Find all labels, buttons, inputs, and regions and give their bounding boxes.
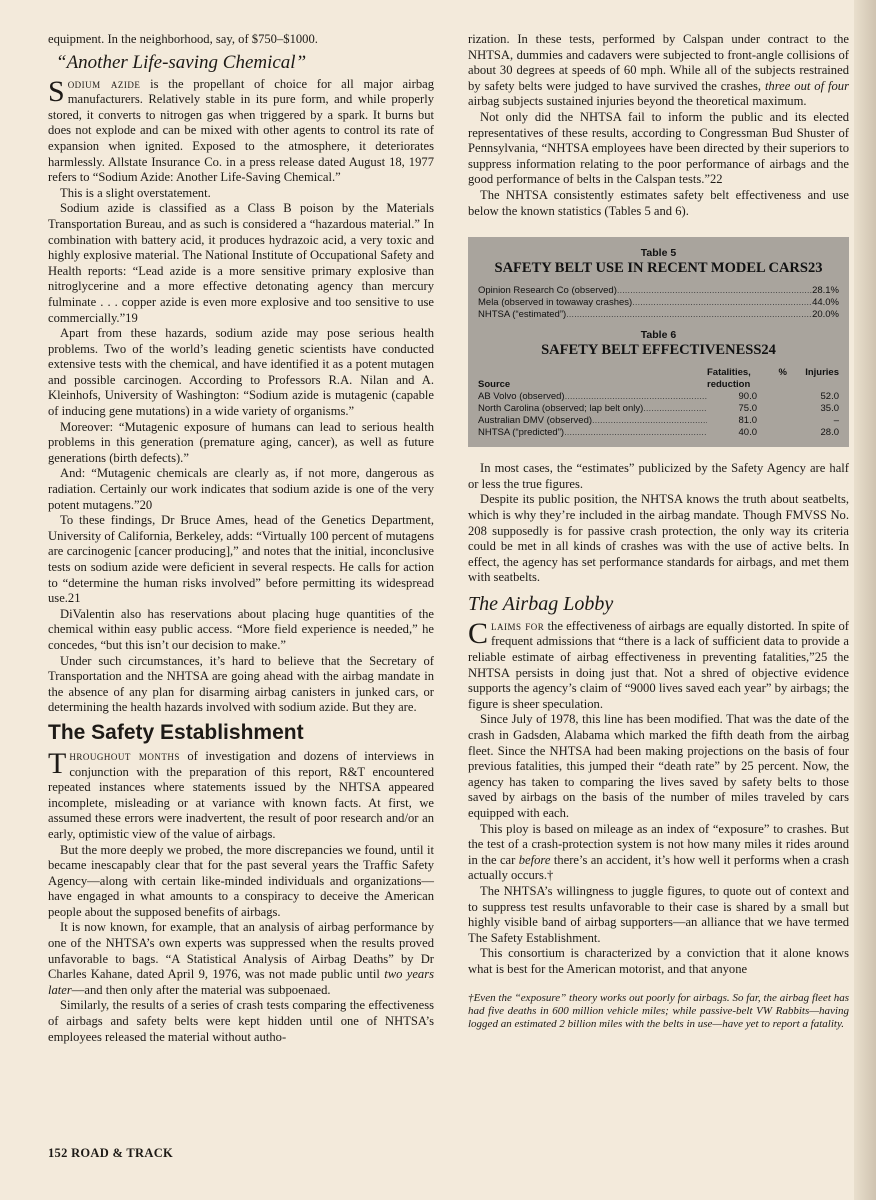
section-heading-safety-establishment: The Safety Establishment xyxy=(48,720,304,744)
paragraph: Moreover: “Mutagenic exposure of humans can lead to serious health problems in this generation (premature aging, cancer), as well as future generations (birth defects).” xyxy=(48,419,434,465)
row-value: 44.0% xyxy=(812,297,839,309)
row-value: 20.0% xyxy=(812,309,839,321)
leader-dots xyxy=(566,309,812,321)
table5-title: SAFETY BELT USE IN RECENT MODEL CARS23 xyxy=(494,260,823,277)
tables-box xyxy=(468,237,849,447)
table-row xyxy=(478,403,839,415)
right-column xyxy=(468,32,849,1031)
paragraph-kahane xyxy=(48,920,434,998)
row-value: 28.1% xyxy=(812,285,839,297)
paragraph: Similarly, the results of a series of crash tests comparing the effectiveness of airbags and safety belts were kept hidden until one of NHTSA’s employees released the material without autho- xyxy=(48,998,434,1044)
paragraph-throughout-months xyxy=(48,746,434,843)
leader-dots xyxy=(632,297,812,309)
row-label: NHTSA (“predicted”) xyxy=(478,427,565,439)
row-injuries: – xyxy=(833,415,839,427)
paragraph: Under such circumstances, it’s hard to believe that the Secretary of Transportation and the NHTSA are going ahead with the airbag mandate in the absence of any plan for disarming airbag canisters in junked cars, or determining the health hazards involved with sodium azide. But they are. xyxy=(48,653,434,715)
paragraph: equipment. In the neighborhood, say, of $750–$1000. xyxy=(48,32,318,46)
paragraph: In most cases, the “estimates” publicized by the Safety Agency are half or less the true figures. xyxy=(468,461,849,491)
italic-text: two years later xyxy=(48,967,435,997)
paragraph-calspan xyxy=(468,32,849,110)
footnote: †Even the “exposure” theory works out poorly for airbags. So far, the airbag fleet has had five deaths in 600 million vehicle miles; while passive-belt VW Rabbits—having logged an estimated 2 billion miles with the belts in use—have yet to report a fatality. xyxy=(468,991,849,1030)
italic-text: three out of four xyxy=(764,78,849,93)
paragraph: The NHTSA’s willingness to juggle figures, to quote out of context and to suppress test results unfavorable to their case is shared by a small but highly visible band of airbag supporters—an alliance that we have termed The Safety Establishment. xyxy=(468,883,849,945)
subheading-airbag-lobby: The Airbag Lobby xyxy=(468,592,614,615)
drop-cap: C xyxy=(468,616,489,650)
subheading-life-saving-chemical: “Another Life-saving Chemical” xyxy=(56,51,307,73)
paragraph: Despite its public position, the NHTSA knows the truth about seatbelts, which is why they’re included in the airbag mandate. Though FMVSS No. 208 supposedly is for passive crash protection, the only way its criteria could be met in all kinds of crashes was with the use of active belts. In effect, the agency has set performance standards for airbags, and met them with seatbelts. xyxy=(468,492,849,585)
paragraph-text: It is now known, for example, that an analysis of airbag performance by one of the NHTSA’s own experts was suppressed when the results proved unfavorable to bags. “A Statistical Analysis of Airbag Deaths” by Dr Charles Kahane, dated April 9, 1976, was not made public until xyxy=(48,920,434,982)
small-caps-lead: hroughout months xyxy=(69,748,180,763)
table-row xyxy=(478,415,839,427)
paragraph-text: This ploy is based on mileage as an index of “exposure” to crashes. But the test of a crash-protection system is not how many miles it rides around in the car xyxy=(468,821,849,867)
col-header-source: Source xyxy=(478,379,511,391)
paragraph-claims-for xyxy=(468,616,849,713)
row-label: AB Volvo (observed) xyxy=(478,391,565,403)
table-row xyxy=(478,391,839,403)
paragraph: This consortium is characterized by a conviction that it alone knows what is best for the American motorist, and that anyone xyxy=(468,946,849,976)
paragraph: To these findings, Dr Bruce Ames, head of the Genetics Department, University of California, Berkeley, adds: “Virtually 100 percent of mutagens are carcinogenic [cancer producing],” and notes that the initial, inconclusive tests on sodium azide were deficient in several respects. He calls for action to “determine the human risks involved” before permitting its widespread use.21 xyxy=(48,513,434,606)
leader-dots xyxy=(564,427,707,439)
table-row xyxy=(478,427,839,439)
table-header xyxy=(478,367,839,391)
leader-dots xyxy=(565,391,707,403)
left-column xyxy=(48,32,434,1045)
table5 xyxy=(478,285,839,321)
small-caps-lead: laims for xyxy=(491,618,545,633)
table6-caption: Table 6 xyxy=(640,329,677,342)
paragraph: Apart from these hazards, sodium azide may pose serious health problems. Two of the world’s leading genetic scientists have conducted extensive tests with the chemical, and have identified it as a potent mutagen and possible carcinogen. According to Professors R.A. Nilan and A. Kleinhofs, University of Washington: “Sodium azide is mutagenic (capable of inducing gene mutations) in a wide variety of organisms.” xyxy=(48,326,434,419)
col-header-fatalities: Fatalities, % reduction xyxy=(707,367,787,391)
row-label: Australian DMV (observed) xyxy=(478,415,593,427)
paragraph: But the more deeply we probed, the more discrepancies we found, until it became inescapably clear that for the past several years the Traffic Safety Agency—along with certain like-minded individuals and organizations—have engaged in what amounts to a conspiracy to deceive the American people about the supposed benefits of airbags. xyxy=(48,842,434,919)
paragraph: DiValentin also has reservations about placing huge quantities of the chemical within easy public access. “More field experience is needed,” he concedes, “but this isn’t our decision to make.” xyxy=(48,606,434,652)
page-folio: 152 ROAD & TRACK xyxy=(48,1146,174,1160)
page-edge-shadow xyxy=(854,0,876,1200)
paragraph-text: of investigation and dozens of interviews in conjunction with the preparation of this report, R&T encountered repeated instances where statements issued by the NHTSA appeared incomplete, misleading or at variance with known facts. At first, we assumed these errors were inadvertent, the result of poor research and/or an early, optimistic view of the value of airbags. xyxy=(48,748,434,841)
row-fatalities: 40.0 xyxy=(738,427,757,439)
leader-dots xyxy=(643,403,707,415)
paragraph-text: is the propellant of choice for all major airbag manufacturers. Relatively stable in its pure form, and while properly stored, it converts to nitrogen gas when triggered by a spark. It burns but does not explode and can be mixed with other agents to control its rate of expansion when ignited. Exposed to the atmosphere, it deteriorates harmlessly. Allstate Insurance Co. in a press release dated August 18, 1977 refers to “Sodium Azide: Another Life-Saving Chemical.” xyxy=(48,76,434,185)
paragraph-text: —and then only after the material was subpoenaed. xyxy=(71,982,331,997)
row-injuries: 52.0 xyxy=(820,391,839,403)
row-injuries: 35.0 xyxy=(820,403,839,415)
paragraph-text: airbag subjects sustained injuries beyond the theoretical maximum. xyxy=(468,94,807,109)
paragraph-text: there’s an accident, it’s how well it performs when a crash actually occurs.† xyxy=(468,852,849,883)
table-row xyxy=(478,285,839,297)
paragraph-sodium-azide xyxy=(48,74,434,186)
table6-title: SAFETY BELT EFFECTIVENESS24 xyxy=(541,342,776,359)
paragraph: Not only did the NHTSA fail to inform the public and its elected representatives of these results, according to Congressman Bud Shuster of Pennsylvania, “NHTSA employees have been directed by their superiors to suppress information relating to the poor performance of airbags and the good performance of belts in the Calspan tests.”22 xyxy=(468,109,849,187)
paragraph: This is a slight overstatement. xyxy=(60,185,211,200)
italic-text: before xyxy=(518,852,551,867)
paragraph: The NHTSA consistently estimates safety belt effectiveness and use below the known statistics (Tables 5 and 6). xyxy=(468,187,849,218)
col-header-injuries: Injuries xyxy=(805,367,839,379)
table-row xyxy=(478,309,839,321)
row-label: Opinion Research Co (observed) xyxy=(478,285,617,297)
row-label: North Carolina (observed; lap belt only) xyxy=(478,403,644,415)
table-row xyxy=(478,297,839,309)
drop-cap: S xyxy=(48,74,65,108)
paragraph: Sodium azide is classified as a Class B poison by the Materials Transportation Bureau, and as such is considered a “hazardous material.” In combination with battery acid, it produces hydrazoic acid, a very toxic and highly explosive material. The National Institute of Occupational Safety and Health reports: “Lead azide is a more sensitive primary explosive than nitroglycerine and a more effective detonating agency than mercury fulminate . . . copper azide is even more explosive and too sensitive to use commercially.”19 xyxy=(48,201,434,325)
table5-caption: Table 5 xyxy=(640,247,677,260)
row-fatalities: 75.0 xyxy=(738,403,757,415)
paragraph-text: the effectiveness of airbags are equally distorted. In spite of frequent admissions that “there is a lack of sufficient data to provide a reliable estimate of airbag effectiveness in preventing fatalities,”25 the NHTSA persists in doing just that. Not a shred of objective evidence supports the agency’s claim of “9000 lives saved each year” by airbags; the figure is sheer speculation. xyxy=(468,618,849,711)
paragraph-text: rization. In these tests, performed by Calspan under contract to the NHTSA, dummies and cadavers were subjected to front-angle collisions of about 30 degrees at speeds of 60 mph. While all of the subjects restrained by safety belts were judged to have survived the crashes, xyxy=(468,32,849,93)
table6 xyxy=(478,367,839,439)
row-fatalities: 90.0 xyxy=(738,391,757,403)
small-caps-lead: odium azide xyxy=(67,76,141,91)
leader-dots xyxy=(592,415,707,427)
row-fatalities: 81.0 xyxy=(738,415,757,427)
row-label: Mela (observed in towaway crashes) xyxy=(478,297,633,309)
drop-cap: T xyxy=(48,746,67,780)
row-injuries: 28.0 xyxy=(820,427,839,439)
paragraph: And: “Mutagenic chemicals are clearly as, if not more, dangerous as radiation. Certainly our work indicates that sodium azide is one of the very potent mutagens.”20 xyxy=(48,466,434,512)
paragraph-exposure xyxy=(468,822,849,884)
leader-dots xyxy=(617,285,812,297)
row-label: NHTSA (“estimated”) xyxy=(478,309,567,321)
paragraph: Since July of 1978, this line has been modified. That was the date of the crash in Gadsden, Alabama which marked the fifth death from the airbag fleet. Since the NHTSA had been making projections on the basis of four previous fatalities, this jumped their “death rate” by 25 percent. Now, the agency has taken to comparing the lives saved by safety belts to those saved by airbags on the basis of the number of miles traveled by cars equipped with each. xyxy=(468,712,849,820)
